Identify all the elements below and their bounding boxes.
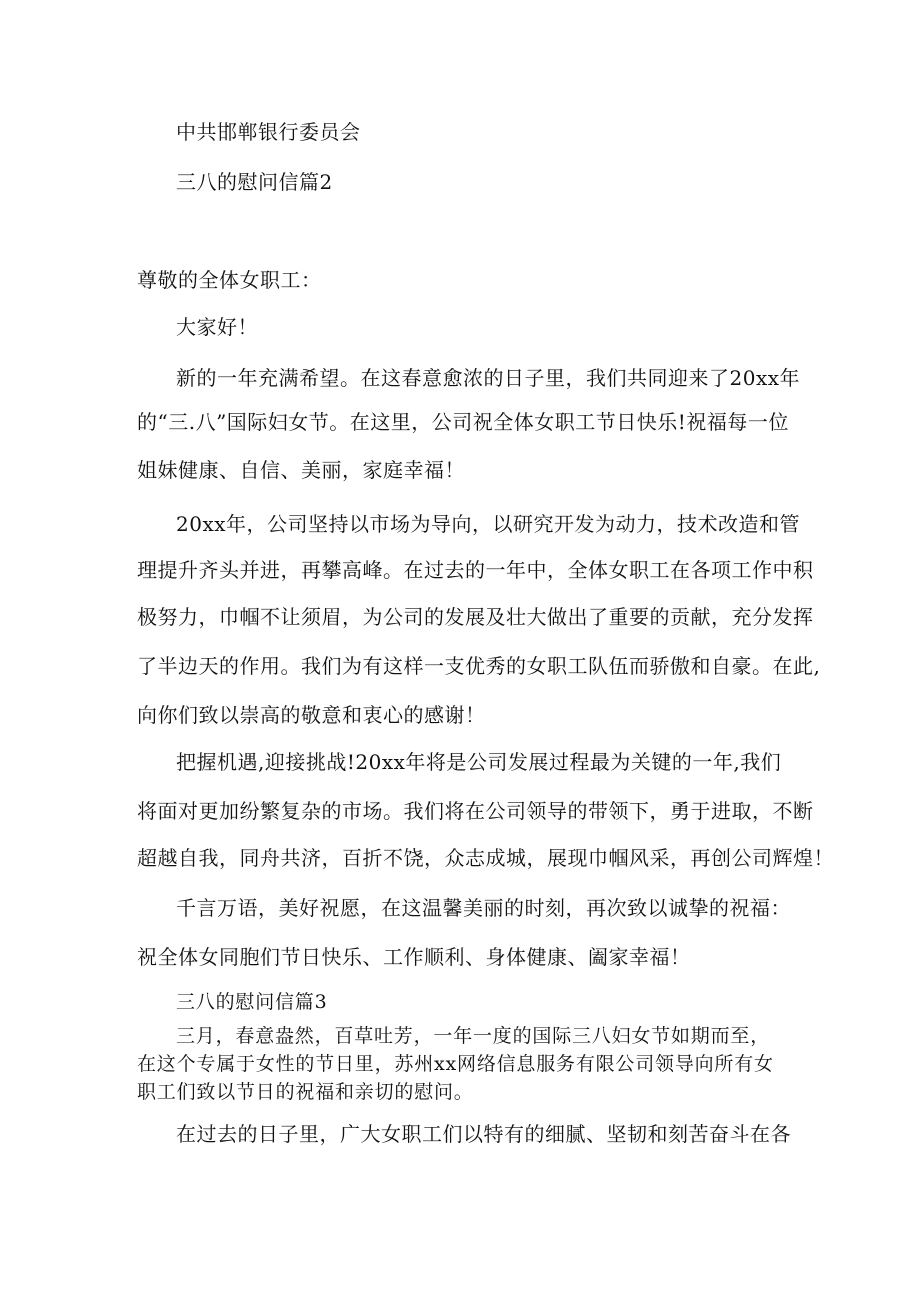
paragraph-2-line-1: 20xx年，公司坚持以市场为导向，以研究开发为动力，技术改造和管: [176, 512, 801, 536]
paragraph-2-line-4: 了半边天的作用。我们为有这样一支优秀的女职工队伍而骄傲和自豪。在此,: [137, 654, 821, 678]
paragraph-3-line-3: 超越自我，同舟共济，百折不饶，众志成城，展现巾帼风采，再创公司辉煌！: [137, 846, 834, 870]
section-heading-3: 三八的慰问信篇3: [176, 991, 328, 1013]
paragraph-1-line-1: 新的一年充满希望。在这春意愈浓的日子里，我们共同迎来了20xx年: [176, 366, 801, 390]
paragraph-2-line-5: 向你们致以崇高的敬意和衷心的感谢！: [137, 703, 486, 727]
greeting: 大家好！: [176, 315, 258, 339]
paragraph-4-line-1: 千言万语，美好祝愿，在这温馨美丽的时刻，再次致以诚挚的祝福：: [176, 896, 791, 920]
section-3-last-line: 在过去的日子里，广大女职工们以特有的细腻、坚韧和刻苦奋斗在各: [176, 1122, 791, 1146]
section-3-line-2: 在这个专属于女性的节日里，苏州xx网络信息服务有限公司领导向所有女: [137, 1053, 774, 1075]
paragraph-4-line-2: 祝全体女同胞们节日快乐、工作顺利、身体健康、阖家幸福！: [137, 945, 691, 969]
paragraph-1-line-3: 姐妹健康、自信、美丽，家庭幸福！: [137, 458, 465, 482]
paragraph-2-line-2: 理提升齐头并进，再攀高峰。在过去的一年中，全体女职工在各项工作中积: [137, 558, 814, 582]
paragraph-1-line-2: 的“三.八”国际妇女节。在这里，公司祝全体女职工节日快乐!祝福每一位: [137, 410, 789, 434]
signature-line: 中共邯郸银行委员会: [176, 120, 361, 144]
paragraph-2-line-3: 极努力，巾帼不让须眉，为公司的发展及壮大做出了重要的贡献，充分发挥: [137, 605, 814, 629]
paragraph-3-line-1: 把握机遇,迎接挑战!20xx年将是公司发展过程最为关键的一年,我们: [176, 750, 782, 774]
salutation: 尊敬的全体女职工：: [137, 268, 322, 292]
section-3-line-1: 三月，春意盎然，百草吐芳，一年一度的国际三八妇女节如期而至，: [176, 1025, 771, 1047]
section-heading-2: 三八的慰问信篇2: [176, 170, 333, 194]
paragraph-3-line-2: 将面对更加纷繁复杂的市场。我们将在公司领导的带领下，勇于进取，不断: [137, 799, 814, 823]
section-3-line-3: 职工们致以节日的祝福和亲切的慰问。: [137, 1081, 474, 1103]
